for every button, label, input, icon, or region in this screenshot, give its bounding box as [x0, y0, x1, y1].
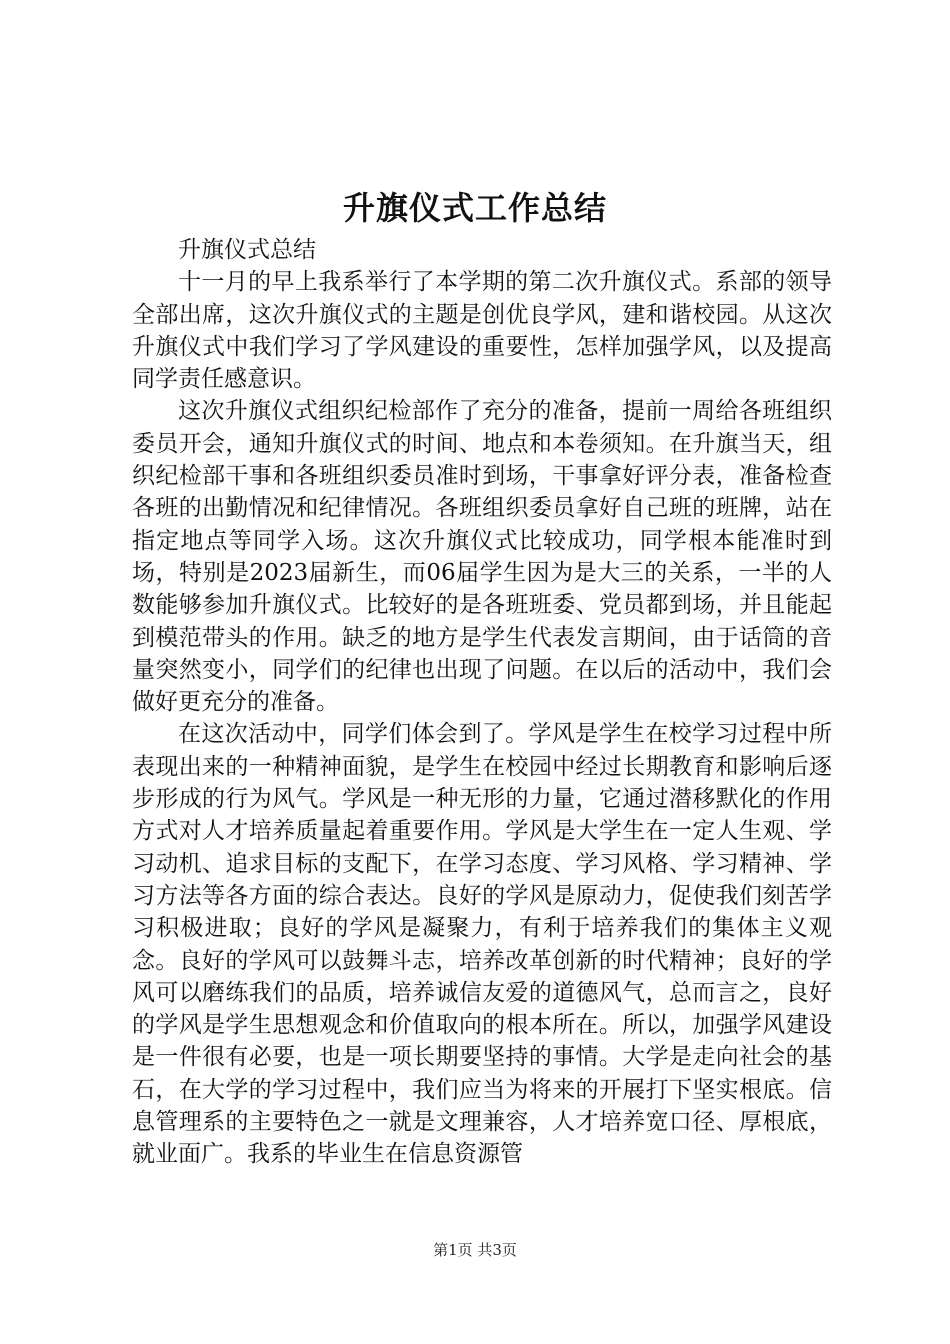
paragraph-1: 十一月的早上我系举行了本学期的第二次升旗仪式。系部的领导全部出席，这次升旗仪式的主题是创优良学风，建和谐校园。从这次升旗仪式中我们学习了学风建设的重要性，怎样加强学风，以及提高同学责任感意识。: [132, 269, 832, 393]
page-footer: 第1页 共3页: [433, 1241, 517, 1259]
document-body: [132, 234, 832, 1171]
paragraph-2: 这次升旗仪式组织纪检部作了充分的准备，提前一周给各班组织委员开会，通知升旗仪式的时间、地点和本卷须知。在升旗当天，组织纪检部干事和各班组织委员准时到场，干事拿好评分表，准备检查各班的出勤情况和纪律情况。各班组织委员拿好自己班的班牌，站在指定地点等同学入场。这次升旗仪式比较成功，同学根本能准时到场，特别是2023届新生，而06届学生因为是大三的关系，一半的人数能够参加升旗仪式。比较好的是各班班委、党员都到场，并且能起到模范带头的作用。缺乏的地方是学生代表发言期间，由于话筒的音量突然变小，同学们的纪律也出现了问题。在以后的活动中，我们会做好更充分的准备。: [132, 398, 832, 716]
document-title: 升旗仪式工作总结: [342, 189, 607, 227]
paragraph-3: 在这次活动中，同学们体会到了。学风是学生在校学习过程中所表现出来的一种精神面貌，是学生在校园中经过长期教育和影响后逐步形成的行为风气。学风是一种无形的力量，它通过潜移默化的作用方式对人才培养质量起着重要作用。学风是大学生在一定人生观、学习动机、追求目标的支配下，在学习态度、学习风格、学习精神、学习方法等各方面的综合表达。良好的学风是原动力，促使我们刻苦学习积极进取；良好的学风是凝聚力，有利于培养我们的集体主义观念。良好的学风可以鼓舞斗志，培养改革创新的时代精神；良好的学风可以磨练我们的品质，培养诚信友爱的道德风气，总而言之，良好的学风是学生思想观念和价值取向的根本所在。所以，加强学风建设是一件很有必要，也是一项长期要坚持的事情。大学是走向社会的基石，在大学的学习过程中，我们应当为将来的开展打下坚实根底。信息管理系的主要特色之一就是文理兼容，人才培养宽口径、厚根底，就业面广。我系的毕业生在信息资源管: [132, 721, 832, 1168]
paragraph-subtitle: 升旗仪式总结: [178, 237, 316, 263]
